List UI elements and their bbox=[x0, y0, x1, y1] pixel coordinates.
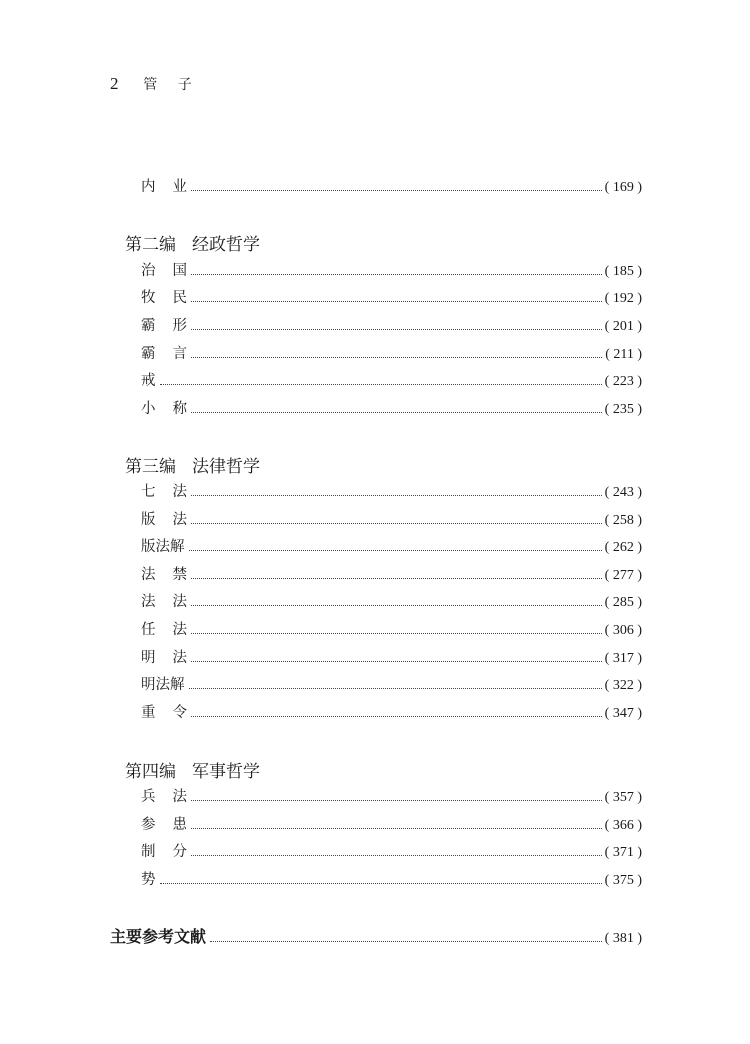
book-title: 管 子 bbox=[143, 77, 200, 93]
page-number: 2 bbox=[110, 74, 119, 93]
entry-page: ( 258 ) bbox=[604, 513, 642, 528]
entry-title: 制分 bbox=[141, 844, 204, 860]
toc-entry[interactable] bbox=[141, 314, 642, 336]
entry-page: ( 322 ) bbox=[604, 678, 642, 693]
dot-leader bbox=[191, 605, 602, 606]
dot-leader bbox=[191, 578, 602, 579]
entry-page: ( 201 ) bbox=[604, 319, 642, 334]
dot-leader bbox=[191, 633, 602, 634]
dot-leader bbox=[210, 941, 602, 942]
entry-page: ( 169 ) bbox=[604, 180, 642, 195]
entry-title: 七法 bbox=[141, 484, 204, 500]
entry-page: ( 357 ) bbox=[604, 790, 642, 805]
entry-page: ( 262 ) bbox=[604, 540, 642, 555]
toc-entry[interactable] bbox=[141, 785, 642, 807]
toc-entry[interactable] bbox=[141, 840, 642, 862]
entry-title: 法禁 bbox=[141, 567, 204, 583]
section-heading bbox=[125, 757, 260, 782]
entry-title: 版法解 bbox=[141, 539, 185, 555]
dot-leader bbox=[191, 274, 602, 275]
dot-leader bbox=[191, 412, 602, 413]
entry-page: ( 185 ) bbox=[604, 264, 642, 279]
section-name: 经政哲学 bbox=[192, 235, 260, 255]
dot-leader bbox=[160, 384, 602, 385]
section-heading bbox=[125, 230, 260, 255]
toc-entry[interactable] bbox=[141, 342, 642, 364]
entry-page: ( 347 ) bbox=[604, 706, 642, 721]
entry-title: 参患 bbox=[141, 817, 204, 833]
toc-entry[interactable] bbox=[141, 369, 642, 391]
entry-title: 重令 bbox=[141, 705, 204, 721]
entry-page: ( 285 ) bbox=[604, 595, 642, 610]
dot-leader bbox=[189, 550, 602, 551]
entry-page: ( 371 ) bbox=[604, 845, 642, 860]
entry-title: 势 bbox=[141, 872, 156, 888]
dot-leader bbox=[191, 357, 602, 358]
dot-leader bbox=[191, 800, 602, 801]
toc-entry[interactable] bbox=[141, 535, 642, 557]
entry-page: ( 375 ) bbox=[604, 873, 642, 888]
entry-page: ( 317 ) bbox=[604, 651, 642, 666]
toc-entry-references[interactable] bbox=[110, 924, 642, 948]
section-label: 第二编 bbox=[125, 235, 176, 255]
toc-entry[interactable] bbox=[141, 397, 642, 419]
entry-title: 内业 bbox=[141, 179, 204, 195]
entry-page: ( 211 ) bbox=[605, 347, 642, 362]
dot-leader bbox=[189, 688, 602, 689]
section-heading bbox=[125, 452, 260, 477]
entry-title: 治国 bbox=[141, 263, 204, 279]
toc-entry[interactable] bbox=[141, 286, 642, 308]
entry-page: ( 192 ) bbox=[604, 291, 642, 306]
dot-leader bbox=[160, 883, 602, 884]
toc-entry[interactable] bbox=[141, 673, 642, 695]
dot-leader bbox=[191, 301, 602, 302]
toc-entry[interactable] bbox=[141, 175, 642, 197]
entry-page: ( 235 ) bbox=[604, 402, 642, 417]
entry-page: ( 306 ) bbox=[604, 623, 642, 638]
toc-entry[interactable] bbox=[141, 563, 642, 585]
section-name: 军事哲学 bbox=[192, 762, 260, 782]
toc-entry[interactable] bbox=[141, 701, 642, 723]
entry-title: 任法 bbox=[141, 622, 204, 638]
entry-page: ( 366 ) bbox=[604, 818, 642, 833]
section-label: 第四编 bbox=[125, 762, 176, 782]
entry-page: ( 243 ) bbox=[604, 485, 642, 500]
toc-entry[interactable] bbox=[141, 646, 642, 668]
entry-title: 小称 bbox=[141, 401, 204, 417]
entry-page: ( 223 ) bbox=[604, 374, 642, 389]
toc-entry[interactable] bbox=[141, 813, 642, 835]
entry-page: ( 277 ) bbox=[604, 568, 642, 583]
dot-leader bbox=[191, 716, 602, 717]
entry-page: ( 381 ) bbox=[604, 931, 642, 946]
entry-title: 版法 bbox=[141, 512, 204, 528]
entry-title: 明法 bbox=[141, 650, 204, 666]
section-name: 法律哲学 bbox=[192, 457, 260, 477]
dot-leader bbox=[191, 329, 602, 330]
entry-title: 牧民 bbox=[141, 290, 204, 306]
entry-title: 主要参考文献 bbox=[110, 927, 207, 946]
dot-leader bbox=[191, 855, 602, 856]
toc-entry[interactable] bbox=[141, 259, 642, 281]
entry-title: 兵法 bbox=[141, 789, 204, 805]
dot-leader bbox=[191, 495, 602, 496]
section-label: 第三编 bbox=[125, 457, 176, 477]
toc-entry[interactable] bbox=[141, 590, 642, 612]
entry-title: 戒 bbox=[141, 373, 156, 389]
toc-entry[interactable] bbox=[141, 480, 642, 502]
dot-leader bbox=[191, 190, 602, 191]
running-header bbox=[110, 74, 200, 94]
toc-entry[interactable] bbox=[141, 508, 642, 530]
toc-entry[interactable] bbox=[141, 618, 642, 640]
dot-leader bbox=[191, 828, 602, 829]
entry-title: 霸言 bbox=[141, 346, 204, 362]
dot-leader bbox=[191, 523, 602, 524]
entry-title: 法法 bbox=[141, 594, 204, 610]
toc-entry[interactable] bbox=[141, 868, 642, 890]
entry-title: 霸形 bbox=[141, 318, 204, 334]
dot-leader bbox=[191, 661, 602, 662]
entry-title: 明法解 bbox=[141, 677, 185, 693]
